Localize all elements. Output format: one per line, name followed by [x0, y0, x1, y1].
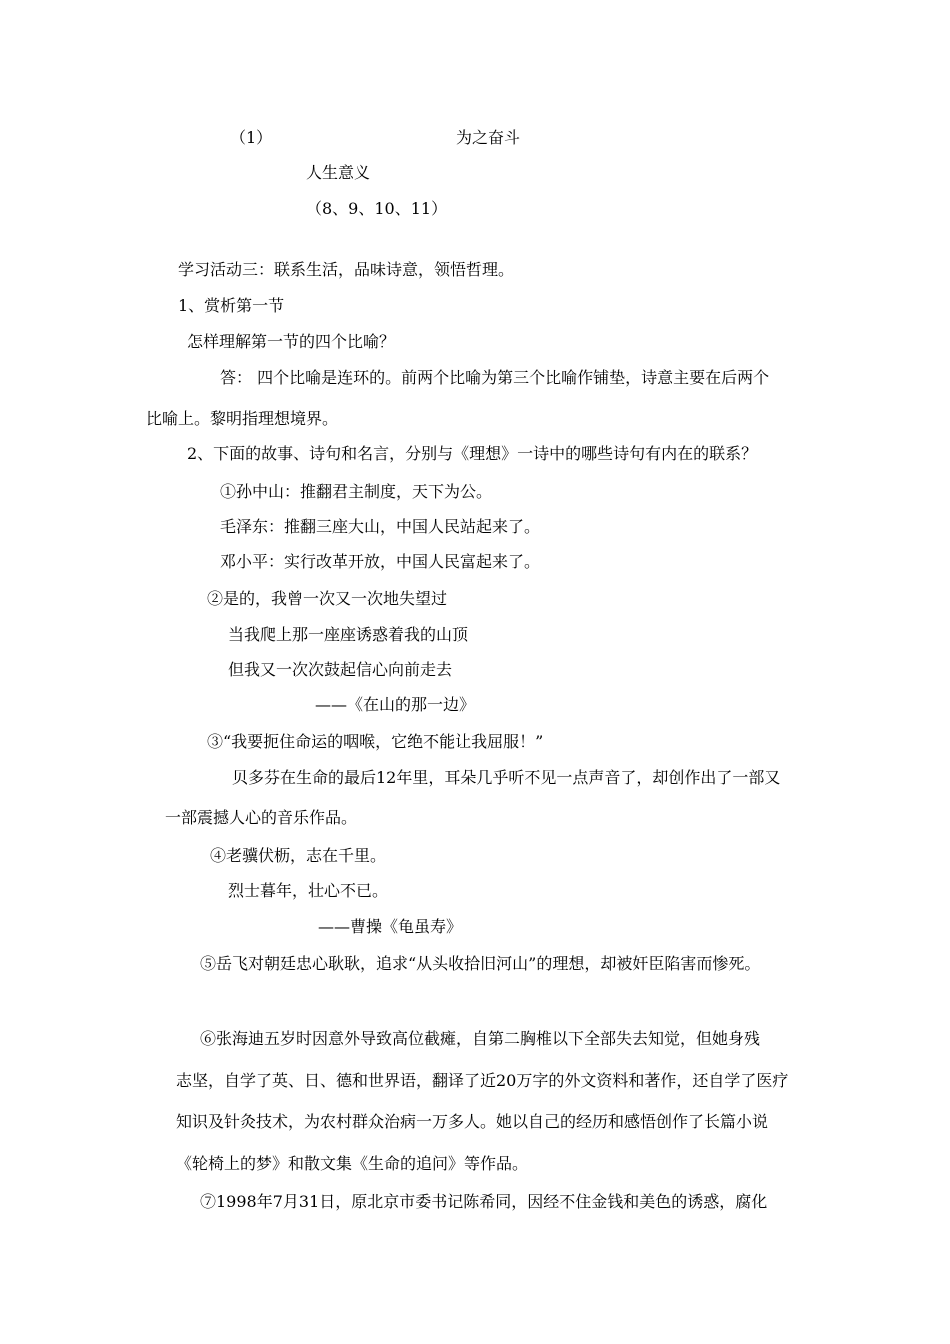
answer-line-1: 答： 四个比喻是连环的。前两个比喻为第三个比喻作铺垫，诗意主要在后两个 — [220, 368, 770, 387]
example-4-source: ——曹操《龟虽寿》 — [318, 917, 463, 936]
answer-line-2: 比喻上。黎明指理想境界。 — [146, 409, 339, 428]
example-2-line-3: 但我又一次次鼓起信心向前走去 — [228, 660, 453, 679]
item-2: 2、下面的故事、诗句和名言，分别与《理想》一诗中的哪些诗句有内在的联系？ — [187, 444, 758, 463]
example-5-line-1: ⑤岳飞对朝廷忠心耿耿，追求“从头收拾旧河山”的理想，却被奸臣陷害而惨死。 — [200, 954, 761, 973]
example-7-line-1: ⑦1998年7月31日，原北京市委书记陈希同，因经不住金钱和美色的诱惑，腐化 — [200, 1192, 768, 1211]
example-3-line-3: 一部震撼人心的音乐作品。 — [165, 808, 358, 827]
example-1-line-1: ①孙中山：推翻君主制度，天下为公。 — [220, 482, 493, 501]
header-number: （1） — [230, 128, 273, 147]
example-3-line-2: 贝多芬在生命的最后12年里，耳朵几乎听不见一点声音了，却创作出了一部又 — [232, 768, 781, 787]
example-1-line-3: 邓小平：实行改革开放，中国人民富起来了。 — [220, 552, 541, 571]
question-1: 怎样理解第一节的四个比喻？ — [187, 332, 396, 351]
example-6-line-3: 知识及针灸技术，为农村群众治病一万多人。她以自己的经历和感悟创作了长篇小说 — [176, 1112, 769, 1131]
header-title: 为之奋斗 — [456, 128, 521, 147]
example-4-line-2: 烈士暮年，壮心不已。 — [228, 881, 389, 900]
header-range: （8、9、10、11） — [306, 199, 448, 218]
header-subtitle: 人生意义 — [306, 163, 371, 182]
example-6-line-4: 《轮椅上的梦》和散文集《生命的追问》等作品。 — [176, 1154, 529, 1173]
activity-heading: 学习活动三：联系生活，品味诗意，领悟哲理。 — [178, 260, 515, 279]
example-2-line-1: ②是的，我曾一次又一次地失望过 — [207, 589, 448, 608]
example-6-line-1: ⑥张海迪五岁时因意外导致高位截瘫，自第二胸椎以下全部失去知觉，但她身残 — [200, 1029, 761, 1048]
example-2-line-2: 当我爬上那一座座诱惑着我的山顶 — [228, 625, 469, 644]
example-1-line-2: 毛泽东：推翻三座大山，中国人民站起来了。 — [220, 517, 541, 536]
example-2-source: ——《在山的那一边》 — [315, 695, 476, 714]
item-1: 1、赏析第一节 — [178, 296, 285, 315]
example-4-line-1: ④老骥伏枥，志在千里。 — [210, 846, 387, 865]
example-3-line-1: ③“我要扼住命运的咽喉，它绝不能让我屈服！” — [207, 732, 544, 751]
example-6-line-2: 志坚，自学了英、日、德和世界语，翻译了近20万字的外文资料和著作，还自学了医疗 — [176, 1071, 789, 1090]
